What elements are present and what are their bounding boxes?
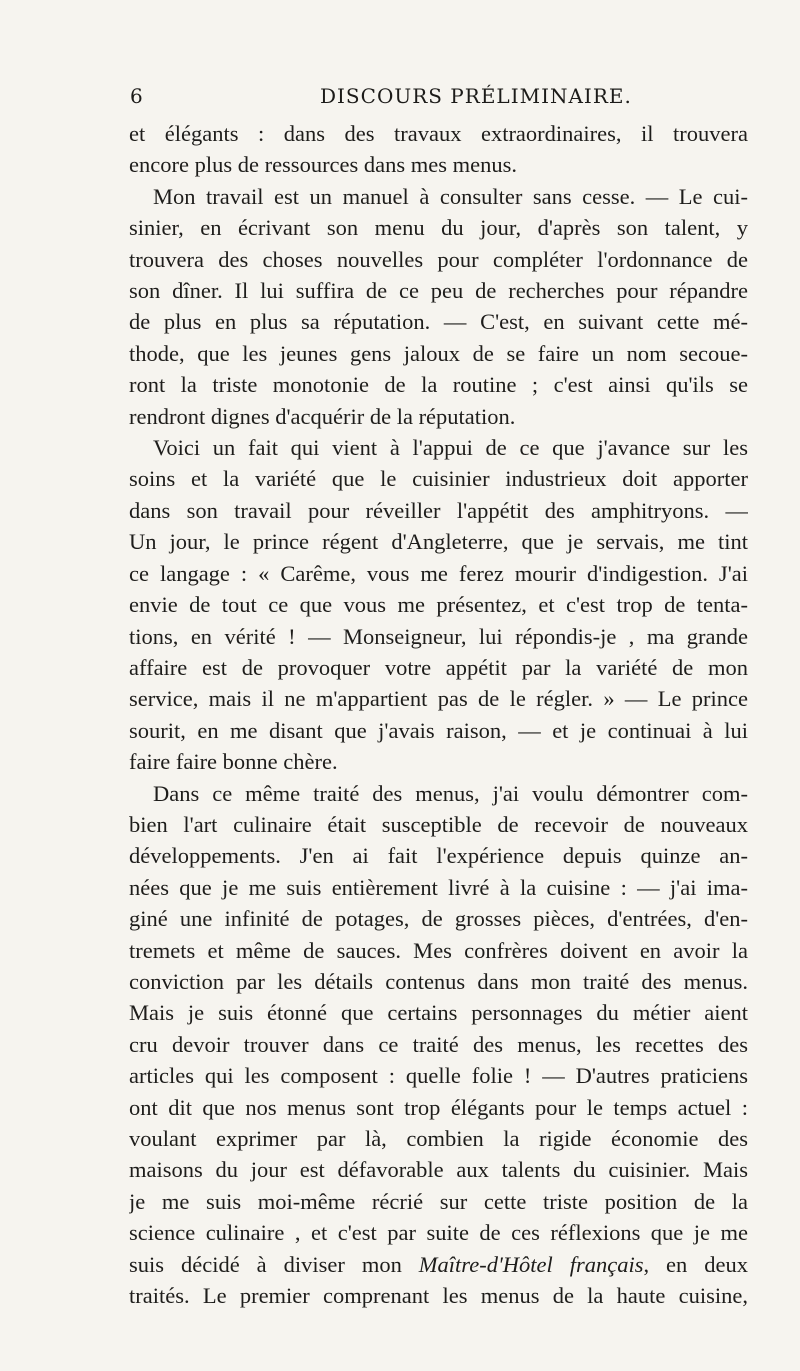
- text-line: nées que je me suis entièrement livré à la cuisine : — j'ai ima-: [129, 874, 748, 900]
- text-line: affaire est de provoquer votre appétit par la variété de mon: [129, 654, 748, 680]
- text-line: maisons du jour est défavorable aux talents du cuisinier. Mais: [129, 1157, 748, 1183]
- text-line: science culinaire , et c'est par suite de ces réflexions que je me: [129, 1220, 748, 1246]
- text-line: conviction par les détails contenus dans mon traité des menus.: [129, 968, 748, 994]
- text-line: trouvera des choses nouvelles pour compléter l'ordonnance de: [129, 246, 748, 272]
- text-line: Mon travail est un manuel à consulter sans cesse. — Le cui-: [153, 183, 748, 209]
- text-line: articles qui les composent : quelle folie ! — D'autres praticiens: [129, 1063, 748, 1089]
- text-line-with-title: [129, 1249, 748, 1280]
- text-line: voulant exprimer par là, combien la rigide économie des: [129, 1126, 748, 1151]
- text-line: tremets et même de sauces. Mes confrères doivent en avoir la: [129, 937, 748, 963]
- text-line: thode, que les jeunes gens jaloux de se faire un nom secoue-: [129, 340, 748, 366]
- text-line: Dans ce même traité des menus, j'ai voulu démontrer com-: [153, 780, 748, 806]
- text-line: ont dit que nos menus sont trop élégants pour le temps actuel :: [129, 1094, 748, 1120]
- text-line: faire faire bonne chère.: [129, 749, 338, 775]
- text-line: sourit, en me disant que j'avais raison, — et je continuai à lui: [129, 717, 748, 743]
- text-line: ce langage : « Carême, vous me ferez mourir d'indigestion. J'ai: [129, 560, 748, 586]
- text-line: bien l'art culinaire était susceptible de recevoir de nouveaux: [129, 811, 748, 837]
- text-line: service, mais il ne m'appartient pas de le régler. » — Le prince: [129, 686, 748, 712]
- text-line: de plus en plus sa réputation. — C'est, en suivant cette mé-: [129, 309, 748, 335]
- page-header: [130, 84, 750, 114]
- page-number: 6: [130, 84, 143, 108]
- text-fragment: , en deux: [643, 1251, 748, 1277]
- body-text: [129, 118, 748, 1311]
- text-line: encore plus de ressources dans mes menus.: [129, 152, 518, 178]
- text-line: tions, en vérité ! — Monseigneur, lui répondis-je , ma grande: [129, 623, 748, 649]
- text-line: son dîner. Il lui suffira de ce peu de recherches pour répandre: [129, 278, 748, 304]
- text-line: sinier, en écrivant son menu du jour, d'après son talent, y: [129, 215, 748, 241]
- text-line: dans son travail pour réveiller l'appétit des amphitryons. —: [129, 497, 748, 523]
- text-fragment: suis décidé à diviser mon: [129, 1251, 419, 1277]
- text-line: envie de tout ce que vous me présentez, et c'est trop de tenta-: [129, 592, 748, 618]
- text-line: développements. J'en ai fait l'expérience depuis quinze an-: [129, 843, 748, 869]
- text-line: soins et la variété que le cuisinier industrieux doit apporter: [129, 466, 748, 492]
- text-line: je me suis moi-même récrié sur cette triste position de la: [129, 1188, 748, 1214]
- text-line: et élégants : dans des travaux extraordinaires, il trouvera: [129, 121, 748, 146]
- running-title: DISCOURS PRÉLIMINAIRE.: [320, 84, 632, 108]
- text-line: Voici un fait qui vient à l'appui de ce que j'avance sur les: [153, 435, 748, 461]
- text-line: cru devoir trouver dans ce traité des menus, les recettes des: [129, 1031, 748, 1057]
- book-title: Maître-d'Hôtel français: [418, 1251, 644, 1277]
- text-line: Mais je suis étonné que certains personnages du métier aient: [129, 1000, 748, 1026]
- text-line: Un jour, le prince régent d'Angleterre, que je servais, me tint: [129, 529, 748, 555]
- text-line: rendront dignes d'acquérir de la réputation.: [129, 403, 516, 429]
- text-line: traités. Le premier comprenant les menus de la haute cuisine,: [129, 1283, 748, 1309]
- text-line: ront la triste monotonie de la routine ; c'est ainsi qu'ils se: [129, 372, 748, 398]
- text-line: giné une infinité de potages, de grosses pièces, d'entrées, d'en-: [129, 906, 748, 932]
